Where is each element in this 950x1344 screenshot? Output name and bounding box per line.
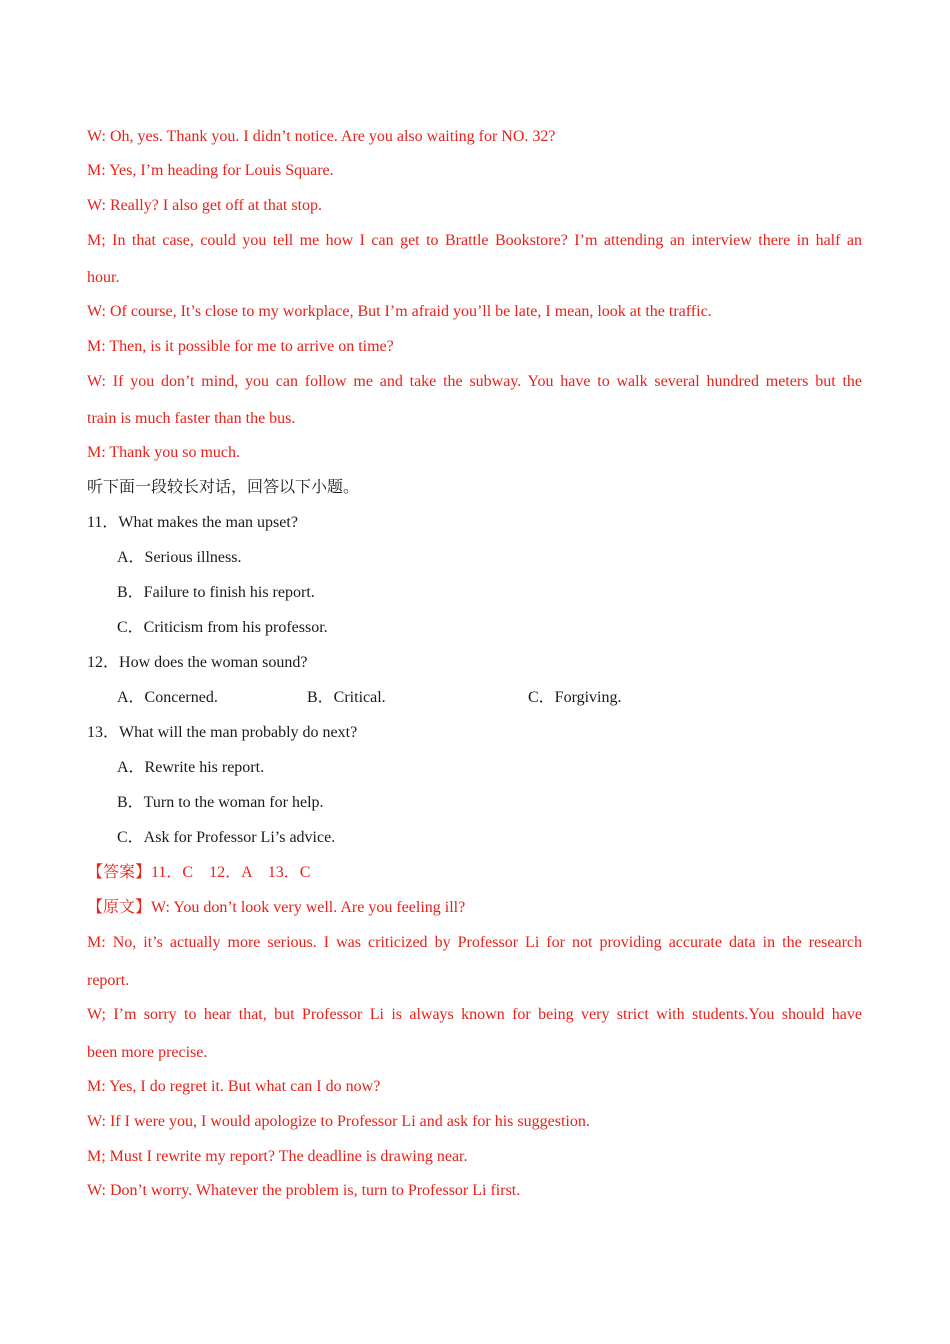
option-b: B．Critical. <box>307 689 386 706</box>
dialogue-line: M; In that case, could you tell me how I can get to Brattle Bookstore? I’m attending an interview there in half an <box>87 232 862 249</box>
answer-tag: 【答案】 <box>87 864 152 881</box>
transcript-line: W; I’m sorry to hear that, but Professor Li is always known for being very strict with students.You should have <box>87 1006 862 1023</box>
transcript-line: M: No, it’s actually more serious. I was criticized by Professor Li for not providing accurate data in the research <box>87 934 862 951</box>
question-11 <box>87 512 862 534</box>
option-c: C．Ask for Professor Li’s advice. <box>117 829 336 846</box>
dialogue-line: M: Then, is it possible for me to arrive on time? <box>87 338 394 355</box>
transcript-text: W: You don’t look very well. Are you feeling ill? <box>151 899 466 916</box>
dialogue-line: M: Thank you so much. <box>87 444 241 461</box>
dialogue-line: W: Oh, yes. Thank you. I didn’t notice. Are you also waiting for NO. 32? <box>87 128 556 145</box>
section-instruction: 听下面一段较长对话，回答以下小题。 <box>87 479 360 496</box>
dialogue-line: W: If you don’t mind, you can follow me and take the subway. You have to walk several hundred meters but the <box>87 373 862 390</box>
dialogue-line: W: Really? I also get off at that stop. <box>87 197 323 214</box>
question-number: 13． <box>87 724 120 741</box>
transcript-tag: 【原文】 <box>87 899 152 916</box>
dialogue-line: hour. <box>87 269 120 286</box>
option-b: B．Turn to the woman for help. <box>117 794 324 811</box>
dialogue-line: M: Yes, I’m heading for Louis Square. <box>87 162 334 179</box>
transcript-first-line <box>87 897 862 919</box>
transcript-line: W: If I were you, I would apologize to Professor Li and ask for his suggestion. <box>87 1113 590 1130</box>
option-a: A．Concerned. <box>117 689 218 706</box>
question-text: What makes the man upset? <box>118 514 298 531</box>
dialogue-line: W: Of course, It’s close to my workplace, But I’m afraid you’ll be late, I mean, look at the traffic. <box>87 303 712 320</box>
transcript-line: W: Don’t worry. Whatever the problem is, turn to Professor Li first. <box>87 1182 521 1199</box>
question-number: 11． <box>87 514 119 531</box>
transcript-line: M: Yes, I do regret it. But what can I do now? <box>87 1078 381 1095</box>
question-text: How does the woman sound? <box>119 654 308 671</box>
question-13 <box>87 722 862 744</box>
question-12 <box>87 652 862 674</box>
option-a: A．Rewrite his report. <box>117 759 265 776</box>
option-a: A．Serious illness. <box>117 549 242 566</box>
question-number: 12． <box>87 654 120 671</box>
transcript-line: report. <box>87 972 130 989</box>
transcript-line: been more precise. <box>87 1044 208 1061</box>
option-c: C．Forgiving. <box>528 689 622 706</box>
option-b: B．Failure to finish his report. <box>117 584 315 601</box>
transcript-line: M; Must I rewrite my report? The deadline is drawing near. <box>87 1148 468 1165</box>
answer-line <box>87 862 862 884</box>
answer-text: 11．C 12．A 13．C <box>151 864 311 881</box>
question-text: What will the man probably do next? <box>119 724 358 741</box>
option-c: C．Criticism from his professor. <box>117 619 328 636</box>
dialogue-line: train is much faster than the bus. <box>87 410 296 427</box>
